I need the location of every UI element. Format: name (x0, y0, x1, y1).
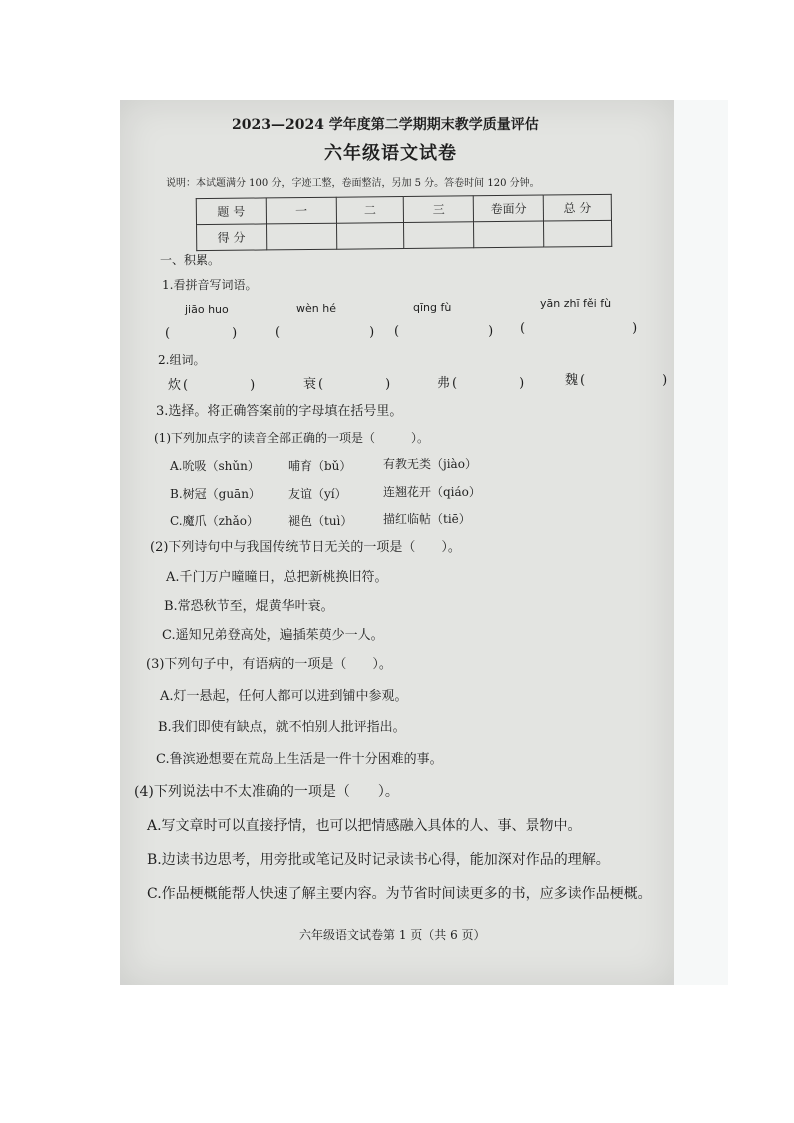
option-c[interactable]: C.鲁滨逊想要在荒岛上生活是一件十分困难的事。 (156, 752, 443, 767)
score-table (196, 194, 613, 251)
word-item[interactable]: 魏( ) (565, 373, 670, 388)
option-c-word2: 褪色（tuì） (288, 514, 353, 528)
score-table-score-row (197, 220, 612, 250)
score-input-cell[interactable] (266, 223, 336, 250)
score-table-cell: 二 (336, 197, 404, 224)
word-item[interactable]: 弗( ) (437, 376, 527, 391)
score-table-cell: 题 号 (196, 198, 266, 225)
sub-question-stem: (3)下列句子中，有语病的一项是（ ）。 (146, 657, 392, 672)
option-c[interactable]: C.魔爪（zhǎo） (170, 514, 259, 528)
question-prompt: 1.看拼音写词语。 (162, 278, 258, 292)
option-b[interactable]: B.边读书边思考，用旁批或笔记及时记录读书心得，能加深对作品的理解。 (147, 852, 610, 868)
answer-blank[interactable]: ( ) (394, 324, 498, 339)
score-table-cell: 总 分 (543, 194, 611, 221)
sub-question-stem: (1)下列加点字的读音全部正确的一项是（ ）。 (154, 431, 430, 445)
option-c-word3: 描红临帖（tiē） (383, 512, 471, 526)
option-c[interactable]: C.遥知兄弟登高处，遍插茱萸少一人。 (162, 628, 384, 643)
option-a-word2: 哺育（bǔ） (288, 459, 352, 473)
page-footer: 六年级语文试卷第 1 页（共 6 页） (299, 928, 486, 942)
answer-blank[interactable]: ( ) (275, 325, 379, 340)
page-edge (674, 100, 728, 985)
question-prompt: 3.选择。将正确答案前的字母填在括号里。 (156, 404, 403, 419)
sub-question-stem: (2)下列诗句中与我国传统节日无关的一项是（ ）。 (150, 540, 461, 555)
score-table-cell: 得 分 (197, 224, 267, 251)
option-b[interactable]: B.我们即使有缺点，就不怕别人批评指出。 (158, 720, 406, 735)
score-table-cell: 卷面分 (474, 195, 544, 222)
question-prompt: 2.组词。 (158, 353, 206, 367)
exam-title: 2023—2024 学年度第二学期期末教学质量评估 (232, 117, 539, 133)
option-b-word3: 连翘花开（qiáo） (383, 485, 481, 499)
pinyin-label: jiāo huo (185, 303, 229, 316)
score-input-cell[interactable] (404, 222, 474, 249)
sub-question-stem: (4)下列说法中不太准确的一项是（ ）。 (134, 784, 399, 800)
score-input-cell[interactable] (474, 221, 544, 248)
pinyin-label: wèn hé (296, 302, 336, 315)
option-a[interactable]: A.吮吸（shǔn） (170, 459, 260, 473)
instructions: 说明：本试题满分 100 分，字迹工整，卷面整洁，另加 5 分。答卷时间 120 分钟。 (166, 178, 540, 189)
option-a[interactable]: A.千门万户曈曈日，总把新桃换旧符。 (166, 570, 388, 585)
score-input-cell[interactable] (336, 223, 404, 250)
option-b[interactable]: B.常恐秋节至，焜黄华叶衰。 (164, 599, 334, 614)
option-b[interactable]: B.树冠（guān） (170, 487, 261, 501)
pinyin-label: yān zhī fěi fù (540, 297, 612, 310)
score-input-cell[interactable] (544, 220, 612, 247)
word-item[interactable]: 炊( ) (168, 378, 258, 393)
score-table-cell: 三 (404, 196, 474, 223)
option-b-word2: 友谊（yí） (288, 487, 347, 501)
score-table-cell: 一 (266, 197, 336, 224)
exam-subtitle: 六年级语文试卷 (324, 143, 457, 164)
pinyin-label: qīng fù (413, 301, 452, 314)
answer-blank[interactable]: ( ) (520, 321, 640, 336)
answer-blank[interactable]: ( ) (165, 326, 240, 341)
option-a[interactable]: A.灯一悬起，任何人都可以进到铺中参观。 (160, 689, 408, 704)
section-heading: 一、积累。 (160, 253, 221, 267)
word-item[interactable]: 衰( ) (303, 377, 393, 392)
option-c[interactable]: C.作品梗概能帮人快速了解主要内容。为节省时间读更多的书，应多读作品梗概。 (147, 886, 652, 902)
option-a-word3: 有教无类（jiào） (383, 457, 477, 471)
option-a[interactable]: A.写文章时可以直接抒情，也可以把情感融入具体的人、事、景物中。 (147, 818, 582, 834)
